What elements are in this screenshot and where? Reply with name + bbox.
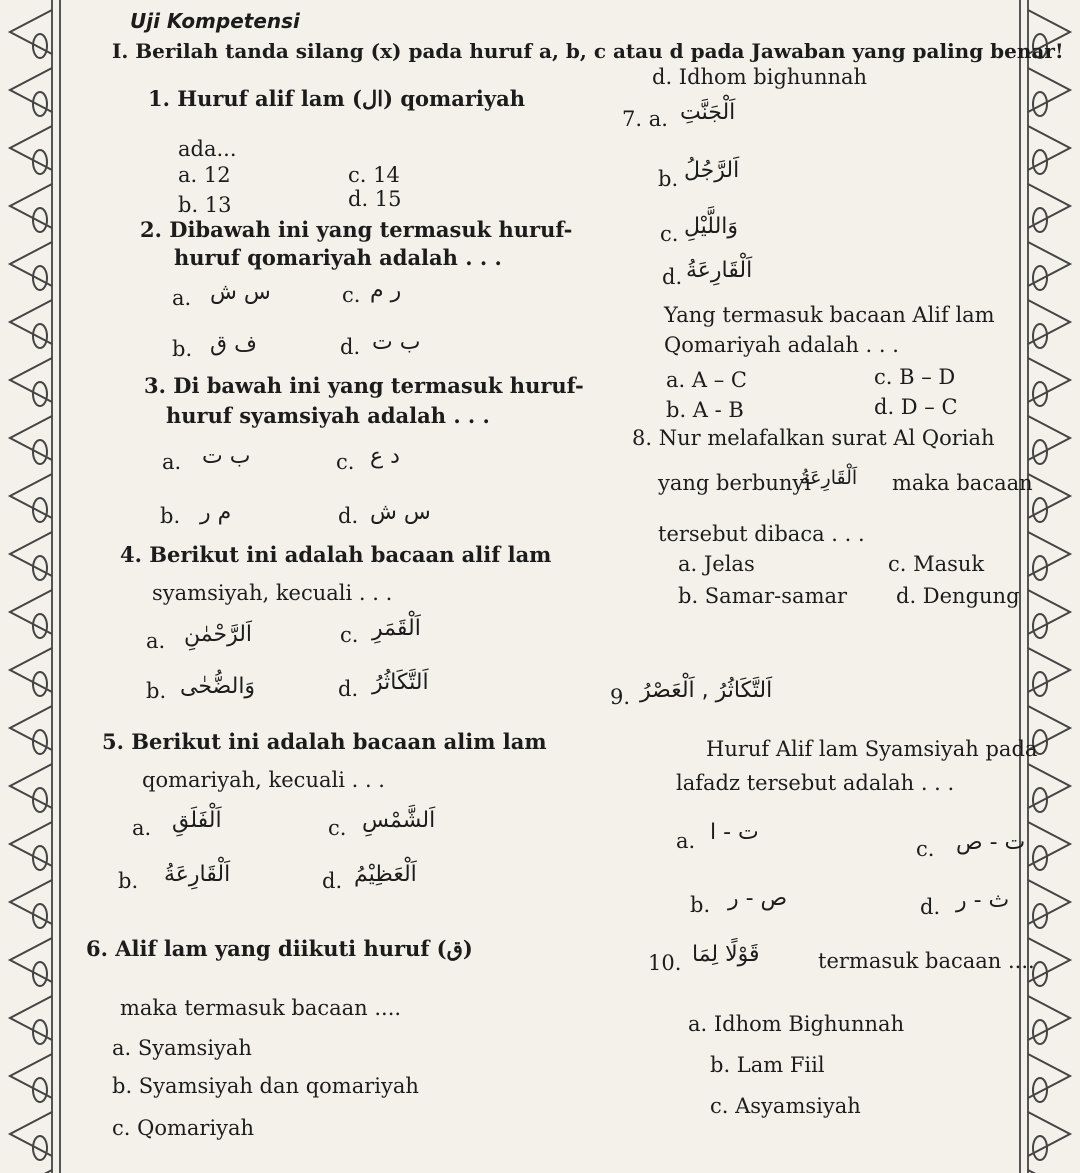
q8-option-d: d. Dengung (896, 584, 1020, 608)
q3-option-c-arabic: د ع (370, 444, 400, 469)
q8-option-a: a. Jelas (678, 552, 755, 576)
q7-option-a-arabic: اَلْجَنَّتِ (680, 100, 736, 125)
q2-option-c-label: c. (342, 283, 361, 307)
border-chevron (1028, 474, 1070, 518)
border-chevron (1028, 764, 1070, 808)
q4-option-b-arabic: وَالضُّحٰى (180, 674, 256, 699)
border-chevron (1028, 300, 1070, 344)
q9-number: 9. (610, 685, 631, 709)
q2-option-b-arabic: ف ق (210, 332, 257, 357)
q2-option-a-label: a. (172, 286, 192, 310)
q1-option-b: b. 13 (178, 193, 232, 217)
q8-option-c: c. Masuk (888, 552, 985, 576)
q6-option-a: a. Syamsiyah (112, 1036, 252, 1060)
q3-stem-line1: 3. Di bawah ini yang termasuk huruf- (144, 373, 584, 398)
instruction-text: I. Berilah tanda silang (x) pada huruf a, b, c atau d pada Jawaban yang paling benar! (112, 39, 1064, 63)
q3-option-d-label: d. (338, 504, 359, 528)
border-chevron (1028, 1054, 1070, 1098)
q4-option-d-arabic: اَلتَّكَاثُرُ (372, 670, 429, 695)
q2-option-d-arabic: ب ت (372, 330, 421, 355)
q5-stem-line2: qomariyah, kecuali . . . (142, 768, 385, 792)
q5-option-d-arabic: اَلْعَظِيْمُ (354, 862, 417, 887)
q8-stem-line2-suffix: maka bacaan (892, 471, 1033, 495)
q4-option-c-label: c. (340, 623, 359, 647)
border-chevron (10, 474, 52, 518)
right-ornament-border (1010, 0, 1080, 1173)
q3-option-b-label: b. (160, 504, 181, 528)
q6-option-d: d. Idhom bighunnah (652, 65, 868, 89)
border-chevron (1028, 590, 1070, 634)
q7-answer-d: d. D – C (874, 395, 958, 419)
q10-number: 10. (648, 951, 682, 975)
border-chevron (10, 1112, 52, 1156)
border-chevron (1028, 184, 1070, 228)
q10-option-b: b. Lam Fiil (710, 1053, 825, 1077)
q1-option-d: d. 15 (348, 187, 402, 211)
border-chevron (10, 590, 52, 634)
q3-option-c-label: c. (336, 450, 355, 474)
border-chevron (10, 764, 52, 808)
border-chevron (1028, 822, 1070, 866)
q5-option-a-label: a. (132, 816, 152, 840)
border-chevron (1028, 532, 1070, 576)
q6-option-b: b. Syamsiyah dan qomariyah (112, 1074, 419, 1098)
q10-arabic-words: قَوْلًا لِمَا (692, 942, 760, 967)
q7-stem-line2: Qomariyah adalah . . . (664, 333, 899, 357)
q4-option-c-arabic: اَلْقَمَرِ (372, 616, 421, 641)
border-chevron (1028, 416, 1070, 460)
q9-option-a-label: a. (676, 829, 696, 853)
q9-option-c-label: c. (916, 837, 935, 861)
q7-option-c-label: c. (660, 222, 679, 246)
page-title: Uji Kompetensi (130, 9, 300, 33)
q2-option-c-arabic: ر م (370, 278, 402, 303)
q2-stem-line1: 2. Dibawah ini yang termasuk huruf- (140, 217, 573, 242)
q9-option-b-arabic: ص - ر (728, 886, 788, 911)
q5-option-d-label: d. (322, 869, 343, 893)
border-chevron (10, 242, 52, 286)
q5-option-b-arabic: اَلْقَارِعَةُ (164, 862, 231, 887)
q7-option-c-arabic: وَاللَّيْلِ (684, 214, 739, 239)
q10-option-a: a. Idhom Bighunnah (688, 1012, 905, 1036)
q7-option-d-label: d. (662, 265, 683, 289)
q8-stem-line3: tersebut dibaca . . . (658, 522, 865, 546)
q3-stem-line2: huruf syamsiyah adalah . . . (166, 403, 490, 428)
q4-option-b-label: b. (146, 679, 167, 703)
q7-option-d-arabic: اَلْقَارِعَةُ (686, 258, 753, 283)
border-chevron (10, 648, 52, 692)
border-chevron (10, 822, 52, 866)
q9-option-b-label: b. (690, 893, 711, 917)
border-chevron (10, 10, 52, 54)
border-chevron (1028, 648, 1070, 692)
q5-stem-line1: 5. Berikut ini adalah bacaan alim lam (102, 729, 547, 754)
border-chevron (1028, 242, 1070, 286)
q1-option-c: c. 14 (348, 163, 400, 187)
q4-option-a-arabic: اَلرَّحْمٰنِ (184, 622, 253, 647)
q4-option-a-label: a. (146, 629, 166, 653)
q7-answer-a: a. A – C (666, 368, 747, 392)
q2-option-b-label: b. (172, 337, 193, 361)
border-chevron (10, 184, 52, 228)
q1-option-a: a. 12 (178, 163, 231, 187)
border-chevron (10, 358, 52, 402)
left-ornament-border (0, 0, 70, 1173)
border-chevron (1028, 880, 1070, 924)
border-chevron (10, 706, 52, 750)
q1-stem-line1: 1. Huruf alif lam (ال) qomariyah (148, 86, 525, 111)
q10-stem: termasuk bacaan .... (818, 949, 1035, 973)
q3-option-a-arabic: ب ت (202, 444, 251, 469)
q9-option-d-label: d. (920, 895, 941, 919)
q3-option-d-arabic: س ش (370, 500, 431, 525)
q7-stem-line1: Yang termasuk bacaan Alif lam (664, 303, 995, 327)
border-chevron (1028, 68, 1070, 112)
q7-answer-c: c. B – D (874, 365, 956, 389)
q4-option-d-label: d. (338, 677, 359, 701)
q7-option-b-label: b. (658, 167, 679, 191)
q4-stem-line2: syamsiyah, kecuali . . . (152, 581, 393, 605)
q9-option-d-arabic: ث - ر (956, 888, 1010, 913)
q7-number-option-a-label: 7. a. (622, 107, 668, 131)
border-chevron (10, 300, 52, 344)
border-chevron (10, 68, 52, 112)
q3-option-a-label: a. (162, 450, 182, 474)
border-chevron (10, 532, 52, 576)
border-chevron (10, 938, 52, 982)
q9-stem-line1: Huruf Alif lam Syamsiyah pada (706, 737, 1038, 761)
q8-option-b: b. Samar-samar (678, 584, 848, 608)
border-chevron (1028, 126, 1070, 170)
border-chevron (10, 880, 52, 924)
q6-stem-line1: 6. Alif lam yang diikuti huruf (ق) (86, 936, 473, 961)
q2-stem-line2: huruf qomariyah adalah . . . (174, 245, 502, 270)
q1-stem-line2: ada... (178, 137, 237, 161)
q6-option-c: c. Qomariyah (112, 1116, 255, 1140)
q5-option-c-label: c. (328, 816, 347, 840)
border-chevron (1028, 1112, 1070, 1156)
border-chevron (10, 1054, 52, 1098)
q9-arabic-words: اَلتَّكَاثُرُ , اَلْعَصْرُ (640, 678, 773, 703)
q6-stem-line2: maka termasuk bacaan .... (120, 996, 402, 1020)
q2-option-a-arabic: س ش (210, 280, 271, 305)
q2-option-d-label: d. (340, 335, 361, 359)
border-chevron (10, 416, 52, 460)
q8-stem-line2-prefix: yang berbunyi (658, 471, 812, 495)
q4-stem-line1: 4. Berikut ini adalah bacaan alif lam (120, 542, 552, 567)
q5-option-b-label: b. (118, 869, 139, 893)
q9-option-a-arabic: ت - ا (710, 820, 759, 845)
q8-stem-line1: 8. Nur melafalkan surat Al Qoriah (632, 426, 995, 450)
q8-stem-arabic: اَلْقَارِعَةُ (800, 467, 858, 489)
border-chevron (10, 996, 52, 1040)
q9-stem-line2: lafadz tersebut adalah . . . (676, 771, 955, 795)
q7-option-b-arabic: اَلرَّجُلُ (684, 158, 740, 183)
border-chevron (10, 126, 52, 170)
border-chevron (1028, 996, 1070, 1040)
q7-answer-b: b. A - B (666, 398, 744, 422)
q9-option-c-arabic: ت - ص (956, 830, 1026, 855)
q3-option-b-arabic: م ر (200, 500, 232, 525)
q5-option-c-arabic: اَلشَّمْسِ (362, 808, 436, 833)
border-chevron (1028, 358, 1070, 402)
q5-option-a-arabic: اَلْفَلَقِ (172, 808, 222, 833)
q10-option-c: c. Asyamsiyah (710, 1094, 861, 1118)
